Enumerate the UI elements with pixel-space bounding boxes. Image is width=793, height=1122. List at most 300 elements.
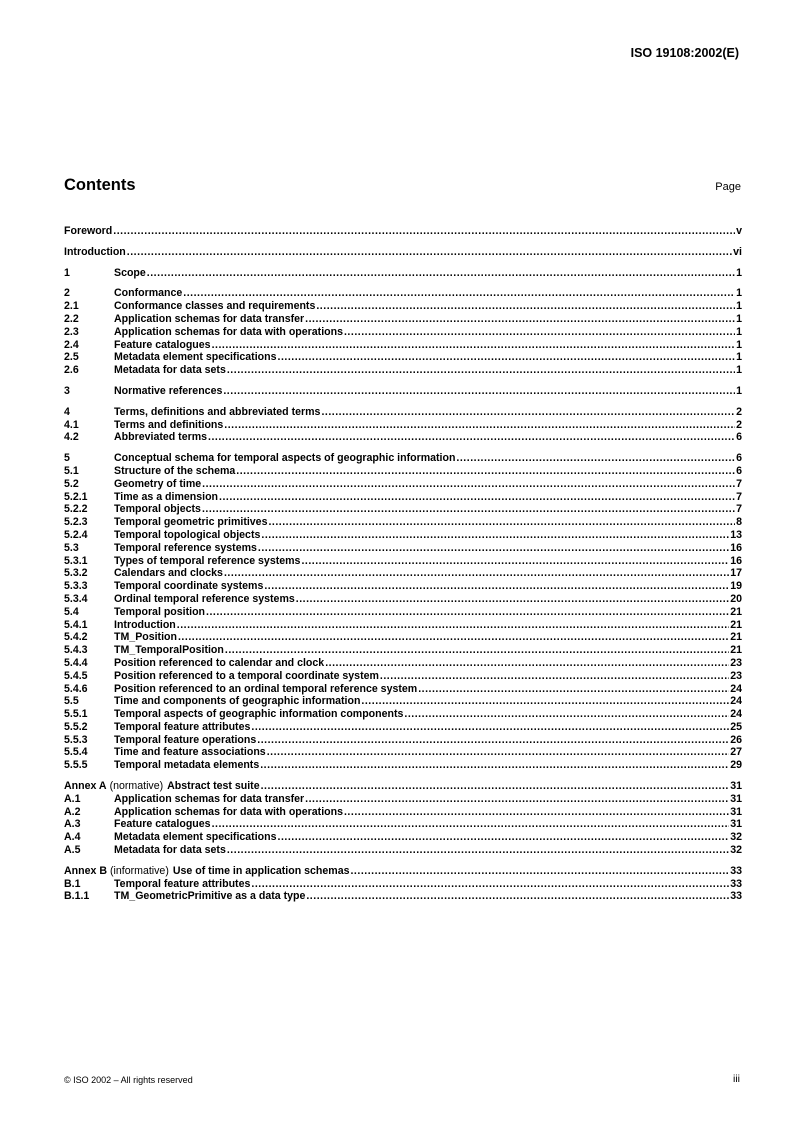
- toc-entry-number: 5.4.4: [64, 656, 88, 669]
- toc-entry-title: [114, 831, 277, 844]
- toc-entry-title: [114, 721, 250, 734]
- toc-entry[interactable]: [64, 683, 742, 696]
- toc-dot-leader: [268, 516, 735, 529]
- toc-entry-number: 5: [64, 452, 70, 465]
- toc-entry-title: [114, 431, 207, 444]
- toc-entry-number: A.2: [64, 805, 81, 818]
- footer-page-number: iii: [733, 1073, 740, 1085]
- toc-group: [64, 267, 742, 280]
- toc-entry[interactable]: [64, 695, 742, 708]
- toc-entry-title-text: Position referenced to an ordinal temporal reference system: [114, 682, 418, 695]
- toc-dot-leader: [261, 529, 729, 542]
- toc-entry-number: 5.3.1: [64, 554, 88, 567]
- toc-entry-title-text: Foreword: [64, 225, 113, 237]
- toc-dot-leader: [305, 313, 735, 326]
- toc-entry-title-text: Terms and definitions: [114, 418, 224, 431]
- toc-entry[interactable]: [64, 606, 742, 619]
- toc-dot-leader: [344, 806, 729, 819]
- toc-entry-title: [114, 406, 320, 419]
- toc-entry[interactable]: [64, 542, 742, 555]
- toc-dot-leader: [224, 567, 729, 580]
- toc-entry-title: [114, 580, 263, 593]
- toc-entry[interactable]: [64, 844, 742, 857]
- toc-entry-number: 5.5.2: [64, 720, 88, 733]
- toc-entry-number: 5.2.3: [64, 516, 88, 529]
- toc-entry-title-text: Metadata element specifications: [114, 831, 277, 844]
- toc-entry-title-text: Feature catalogues: [114, 338, 211, 351]
- toc-entry-title-text: Time and feature associations: [114, 746, 266, 759]
- toc-annex-prefix: Annex A: [64, 780, 107, 793]
- toc-entry[interactable]: [64, 806, 742, 819]
- table-of-contents: [64, 225, 742, 911]
- toc-entry-page: 2: [736, 405, 742, 418]
- toc-entry[interactable]: [64, 313, 742, 326]
- toc-entry-title-text: Abbreviated terms: [114, 431, 208, 444]
- toc-entry-number: 2.6: [64, 364, 79, 377]
- toc-entry-page: 33: [730, 877, 742, 890]
- toc-entry-number: 5.1: [64, 464, 79, 477]
- toc-entry[interactable]: [64, 619, 742, 632]
- toc-entry-title: [167, 780, 259, 793]
- toc-entry-title-text: Temporal reference systems: [114, 541, 257, 554]
- toc-entry-title-text: Introduction: [114, 618, 176, 631]
- toc-entry-title-text: Introduction: [64, 245, 126, 258]
- toc-dot-leader: [404, 708, 729, 721]
- toc-dot-leader: [257, 734, 729, 747]
- toc-dot-leader: [202, 478, 735, 491]
- toc-entry-number: 5.4.6: [64, 682, 88, 695]
- toc-entry[interactable]: [64, 364, 742, 377]
- toc-dot-leader: [251, 721, 729, 734]
- toc-entry-page: 1: [736, 351, 742, 364]
- toc-dot-leader: [225, 644, 729, 657]
- toc-entry-page: 1: [736, 325, 742, 338]
- toc-entry-title-text: Conformance: [114, 287, 183, 300]
- toc-dot-leader: [219, 491, 735, 504]
- toc-entry-title: [114, 465, 235, 478]
- toc-entry-title: [64, 225, 112, 238]
- toc-dot-leader: [305, 793, 729, 806]
- toc-group: [64, 406, 742, 444]
- toc-entry-number: 5.5: [64, 695, 79, 708]
- toc-dot-leader: [113, 225, 735, 238]
- toc-entry[interactable]: [64, 503, 742, 516]
- toc-entry-title: [114, 878, 250, 891]
- toc-entry-title: [114, 491, 218, 504]
- toc-entry[interactable]: [64, 287, 742, 300]
- toc-entry-number: 5.5.1: [64, 708, 88, 721]
- toc-group: [64, 865, 742, 903]
- toc-entry-page: 21: [730, 631, 742, 644]
- page-column-heading: Page: [715, 181, 741, 193]
- toc-entry-number: 5.3.3: [64, 580, 88, 593]
- toc-entry-title-text: Normative references: [114, 384, 223, 397]
- toc-entry-page: 1: [736, 384, 742, 397]
- toc-entry[interactable]: [64, 793, 742, 806]
- toc-group: [64, 452, 742, 772]
- toc-entry-page: 1: [736, 364, 742, 377]
- toc-dot-leader: [251, 878, 729, 891]
- toc-entry-title-text: TM_Position: [114, 631, 177, 644]
- toc-entry-number: 4.1: [64, 418, 79, 431]
- toc-entry-page: 1: [736, 266, 742, 279]
- toc-entry-title: [114, 657, 324, 670]
- toc-entry-page: 2: [736, 418, 742, 431]
- toc-entry-title-text: Conformance classes and requirements: [114, 300, 316, 313]
- toc-dot-leader: [224, 419, 735, 432]
- toc-entry[interactable]: [64, 351, 742, 364]
- toc-entry-number: 5.2: [64, 477, 79, 490]
- toc-entry-number: 5.3: [64, 541, 79, 554]
- toc-dot-leader: [325, 657, 729, 670]
- toc-entry-title: [114, 695, 360, 708]
- toc-entry-page: 31: [730, 780, 742, 793]
- toc-entry[interactable]: [64, 465, 742, 478]
- toc-entry-title-text: Application schemas for data with operations: [114, 325, 343, 338]
- toc-dot-leader: [350, 865, 729, 878]
- toc-dot-leader: [321, 406, 735, 419]
- toc-dot-leader: [212, 339, 736, 352]
- toc-entry-title-text: Feature catalogues: [114, 818, 211, 831]
- toc-entry-title: [114, 606, 205, 619]
- toc-entry-page: 23: [730, 669, 742, 682]
- toc-entry-page: 6: [736, 431, 742, 444]
- toc-entry-title: [114, 326, 343, 339]
- toc-entry-page: 32: [730, 831, 742, 844]
- toc-entry-page: v: [736, 225, 742, 237]
- toc-entry-title: [114, 364, 226, 377]
- toc-entry[interactable]: [64, 529, 742, 542]
- toc-entry-title-text: Temporal objects: [114, 503, 201, 516]
- toc-entry-title: [114, 844, 226, 857]
- toc-annex-type: (normative): [109, 780, 164, 793]
- toc-entry-page: 21: [730, 618, 742, 631]
- toc-dot-leader: [456, 452, 735, 465]
- toc-entry-title: [114, 593, 295, 606]
- toc-entry-page: 33: [730, 890, 742, 903]
- toc-entry-number: A.5: [64, 844, 81, 857]
- toc-entry[interactable]: [64, 644, 742, 657]
- toc-entry[interactable]: [64, 831, 742, 844]
- toc-group: [64, 287, 742, 377]
- toc-entry-page: 1: [736, 312, 742, 325]
- toc-annex-type: (informative): [109, 864, 169, 877]
- toc-entry[interactable]: [64, 516, 742, 529]
- toc-entry-page: 7: [736, 477, 742, 490]
- toc-dot-leader: [177, 619, 729, 632]
- toc-entry-number: 4.2: [64, 431, 79, 444]
- toc-entry-title-text: Metadata for data sets: [114, 364, 226, 377]
- toc-entry-page: 17: [730, 567, 742, 580]
- toc-entry-number: A.1: [64, 792, 81, 805]
- toc-entry[interactable]: [64, 339, 742, 352]
- toc-entry-number: 5.3.4: [64, 592, 88, 605]
- toc-entry-title: [114, 300, 315, 313]
- toc-entry[interactable]: [64, 491, 742, 504]
- toc-entry-page: 16: [730, 541, 742, 554]
- toc-entry-title: [114, 287, 182, 300]
- toc-entry-title: [114, 818, 211, 831]
- toc-entry-page: 32: [730, 844, 742, 857]
- toc-entry-title-text: Ordinal temporal reference systems: [114, 592, 295, 605]
- toc-entry[interactable]: [64, 406, 742, 419]
- toc-entry-page: 13: [730, 528, 742, 541]
- toc-entry-title: [114, 806, 343, 819]
- toc-group: [64, 246, 742, 259]
- toc-entry-title-text: Temporal position: [114, 605, 206, 618]
- toc-entry-title: [114, 793, 304, 806]
- toc-entry-title-text: Temporal geometric primitives: [114, 516, 268, 529]
- toc-dot-leader: [208, 431, 735, 444]
- toc-entry-title: [114, 890, 305, 903]
- toc-entry-title: [114, 619, 176, 632]
- toc-entry-title-text: Metadata for data sets: [114, 844, 226, 857]
- toc-entry-title-text: Temporal feature operations: [114, 733, 257, 746]
- toc-entry-title: [114, 267, 146, 280]
- toc-entry[interactable]: [64, 746, 742, 759]
- toc-entry-number: 2.3: [64, 325, 79, 338]
- toc-entry-page: 25: [730, 720, 742, 733]
- toc-entry-number: 2.2: [64, 312, 79, 325]
- toc-entry-title-text: Geometry of time: [114, 477, 202, 490]
- toc-entry-title-text: Position referenced to a temporal coordinate system: [114, 669, 379, 682]
- toc-entry[interactable]: [64, 246, 742, 259]
- toc-dot-leader: [380, 670, 729, 683]
- toc-entry-page: 1: [736, 287, 742, 300]
- toc-entry-title: [114, 351, 277, 364]
- toc-entry[interactable]: [64, 865, 742, 878]
- toc-entry[interactable]: [64, 657, 742, 670]
- toc-entry-title: [114, 478, 201, 491]
- toc-entry[interactable]: [64, 431, 742, 444]
- toc-entry[interactable]: [64, 478, 742, 491]
- toc-entry-number: 5.4.5: [64, 669, 88, 682]
- toc-entry-page: 7: [736, 490, 742, 503]
- toc-entry-page: 20: [730, 592, 742, 605]
- toc-entry[interactable]: [64, 326, 742, 339]
- toc-dot-leader: [202, 503, 735, 516]
- toc-entry-page: 31: [730, 818, 742, 831]
- toc-entry-title: [114, 644, 224, 657]
- toc-entry-number: 2.5: [64, 351, 79, 364]
- toc-entry-title-text: Temporal feature attributes: [114, 720, 251, 733]
- toc-entry-title-text: Temporal feature attributes: [114, 877, 251, 890]
- toc-entry-title: [114, 683, 417, 696]
- toc-entry-page: 26: [730, 733, 742, 746]
- toc-entry-title-text: Abstract test suite: [167, 780, 260, 793]
- contents-heading: Contents: [64, 176, 136, 194]
- toc-group: [64, 385, 742, 398]
- toc-entry[interactable]: [64, 631, 742, 644]
- toc-entry-number: 5.4.1: [64, 618, 88, 631]
- toc-dot-leader: [278, 351, 736, 364]
- toc-entry-title-text: TM_TemporalPosition: [114, 644, 224, 657]
- toc-entry-page: 6: [736, 464, 742, 477]
- toc-entry-page: 7: [736, 503, 742, 516]
- toc-entry-number: A.3: [64, 818, 81, 831]
- toc-entry-title-text: Time and components of geographic information: [114, 695, 361, 708]
- toc-entry-title-text: Time as a dimension: [114, 490, 219, 503]
- toc-entry[interactable]: [64, 890, 742, 903]
- toc-entry-page: 31: [730, 805, 742, 818]
- toc-entry-title-text: Calendars and clocks: [114, 567, 223, 580]
- toc-entry-number: 5.5.3: [64, 733, 88, 746]
- toc-entry-page: 21: [730, 644, 742, 657]
- toc-entry-title: [114, 452, 455, 465]
- toc-entry-page: 16: [730, 554, 742, 567]
- toc-entry-page: vi: [733, 245, 742, 258]
- toc-entry-page: 6: [736, 452, 742, 465]
- toc-dot-leader: [264, 580, 729, 593]
- toc-entry-number: 3: [64, 384, 70, 397]
- toc-entry-title: [114, 529, 260, 542]
- toc-entry[interactable]: [64, 580, 742, 593]
- toc-entry[interactable]: [64, 419, 742, 432]
- toc-entry-number: A.4: [64, 831, 81, 844]
- toc-entry[interactable]: [64, 267, 742, 280]
- toc-entry-title-text: Position referenced to calendar and clock: [114, 656, 325, 669]
- toc-entry-title: [114, 567, 223, 580]
- toc-dot-leader: [127, 246, 732, 259]
- toc-entry[interactable]: [64, 780, 742, 793]
- toc-entry[interactable]: [64, 593, 742, 606]
- toc-entry[interactable]: [64, 385, 742, 398]
- toc-group: [64, 780, 742, 857]
- toc-group: [64, 225, 742, 238]
- toc-dot-leader: [147, 267, 735, 280]
- toc-entry-title: [64, 246, 126, 259]
- toc-entry-number: 5.4: [64, 605, 79, 618]
- toc-entry-title: [114, 670, 379, 683]
- toc-entry[interactable]: [64, 555, 742, 568]
- toc-entry-title-text: Temporal aspects of geographic information components: [114, 708, 404, 721]
- toc-entry-page: 31: [730, 792, 742, 805]
- toc-entry[interactable]: [64, 708, 742, 721]
- toc-entry-title: [114, 555, 300, 568]
- toc-entry-title: [114, 385, 222, 398]
- toc-entry-page: 24: [730, 708, 742, 721]
- toc-entry-number: 5.2.2: [64, 503, 88, 516]
- toc-entry-number: B.1.1: [64, 890, 90, 903]
- toc-entry-title-text: Application schemas for data with operations: [114, 805, 343, 818]
- toc-entry-number: 5.3.2: [64, 567, 88, 580]
- toc-entry-page: 23: [730, 656, 742, 669]
- toc-dot-leader: [183, 287, 735, 300]
- toc-dot-leader: [227, 364, 735, 377]
- toc-dot-leader: [418, 683, 729, 696]
- toc-entry-number: 1: [64, 266, 70, 279]
- toc-dot-leader: [306, 890, 729, 903]
- toc-entry-title: [114, 708, 403, 721]
- toc-entry-title: [114, 503, 201, 516]
- toc-dot-leader: [361, 695, 729, 708]
- toc-entry[interactable]: [64, 878, 742, 891]
- toc-entry-page: 24: [730, 695, 742, 708]
- toc-entry-page: 27: [730, 746, 742, 759]
- toc-entry-page: 19: [730, 580, 742, 593]
- toc-entry-title: [114, 759, 259, 772]
- toc-entry-title: [114, 631, 177, 644]
- document-id: ISO 19108:2002(E): [630, 46, 739, 60]
- toc-entry[interactable]: [64, 818, 742, 831]
- toc-dot-leader: [301, 555, 729, 568]
- toc-entry[interactable]: [64, 300, 742, 313]
- toc-entry-page: 8: [736, 516, 742, 529]
- toc-entry-number: 5.2.1: [64, 490, 88, 503]
- toc-entry-number: 5.4.2: [64, 631, 88, 644]
- toc-dot-leader: [344, 326, 735, 339]
- toc-entry-title: [114, 339, 211, 352]
- toc-annex-prefix: Annex B: [64, 864, 107, 877]
- toc-entry-page: 1: [736, 338, 742, 351]
- toc-entry-number: 4: [64, 405, 70, 418]
- toc-entry-number: 5.5.4: [64, 746, 88, 759]
- toc-dot-leader: [296, 593, 729, 606]
- toc-entry-page: 33: [730, 864, 742, 877]
- toc-entry-title-text: Scope: [114, 266, 146, 279]
- toc-entry-title-text: Terms, definitions and abbreviated terms: [114, 405, 321, 418]
- toc-entry-number: 5.4.3: [64, 644, 88, 657]
- toc-dot-leader: [236, 465, 735, 478]
- toc-dot-leader: [278, 831, 730, 844]
- toc-entry[interactable]: [64, 721, 742, 734]
- toc-entry-title-text: Use of time in application schemas: [172, 864, 350, 877]
- toc-entry-title: [114, 516, 267, 529]
- toc-entry-title-text: Application schemas for data transfer: [114, 312, 305, 325]
- toc-entry-title-text: Temporal coordinate systems: [114, 580, 264, 593]
- toc-entry-title: [114, 734, 256, 747]
- toc-dot-leader: [260, 759, 729, 772]
- toc-entry-title: [173, 865, 350, 878]
- toc-entry[interactable]: [64, 567, 742, 580]
- toc-dot-leader: [258, 542, 729, 555]
- toc-entry-title-text: TM_GeometricPrimitive as a data type: [114, 890, 306, 903]
- toc-entry-page: 21: [730, 605, 742, 618]
- toc-dot-leader: [261, 780, 730, 793]
- toc-dot-leader: [212, 818, 730, 831]
- toc-entry-number: 5.2.4: [64, 528, 88, 541]
- toc-dot-leader: [227, 844, 729, 857]
- toc-entry-title-text: Structure of the schema: [114, 464, 236, 477]
- toc-entry-page: 24: [730, 682, 742, 695]
- toc-dot-leader: [178, 631, 729, 644]
- toc-entry-title-text: Application schemas for data transfer: [114, 792, 305, 805]
- toc-entry-title-text: Conceptual schema for temporal aspects of geographic information: [114, 452, 456, 465]
- toc-entry[interactable]: [64, 759, 742, 772]
- toc-entry-title-text: Temporal metadata elements: [114, 759, 260, 772]
- toc-entry-title: [114, 419, 223, 432]
- toc-entry[interactable]: [64, 452, 742, 465]
- toc-entry-title-text: Metadata element specifications: [114, 351, 277, 364]
- toc-dot-leader: [206, 606, 729, 619]
- toc-entry[interactable]: [64, 734, 742, 747]
- toc-dot-leader: [267, 746, 730, 759]
- toc-entry[interactable]: [64, 670, 742, 683]
- toc-entry-number: 2: [64, 287, 70, 300]
- toc-dot-leader: [316, 300, 735, 313]
- toc-entry[interactable]: [64, 225, 742, 238]
- footer-copyright: © ISO 2002 – All rights reserved: [64, 1075, 193, 1085]
- toc-entry-title-text: Types of temporal reference systems: [114, 554, 301, 567]
- toc-entry-number: 5.5.5: [64, 759, 88, 772]
- toc-entry-title: [114, 746, 266, 759]
- toc-dot-leader: [223, 385, 735, 398]
- toc-entry-title-text: Temporal topological objects: [114, 528, 261, 541]
- toc-entry-page: 29: [730, 759, 742, 772]
- toc-entry-title: [114, 542, 257, 555]
- toc-entry-title: [114, 313, 304, 326]
- toc-entry-page: 1: [736, 300, 742, 313]
